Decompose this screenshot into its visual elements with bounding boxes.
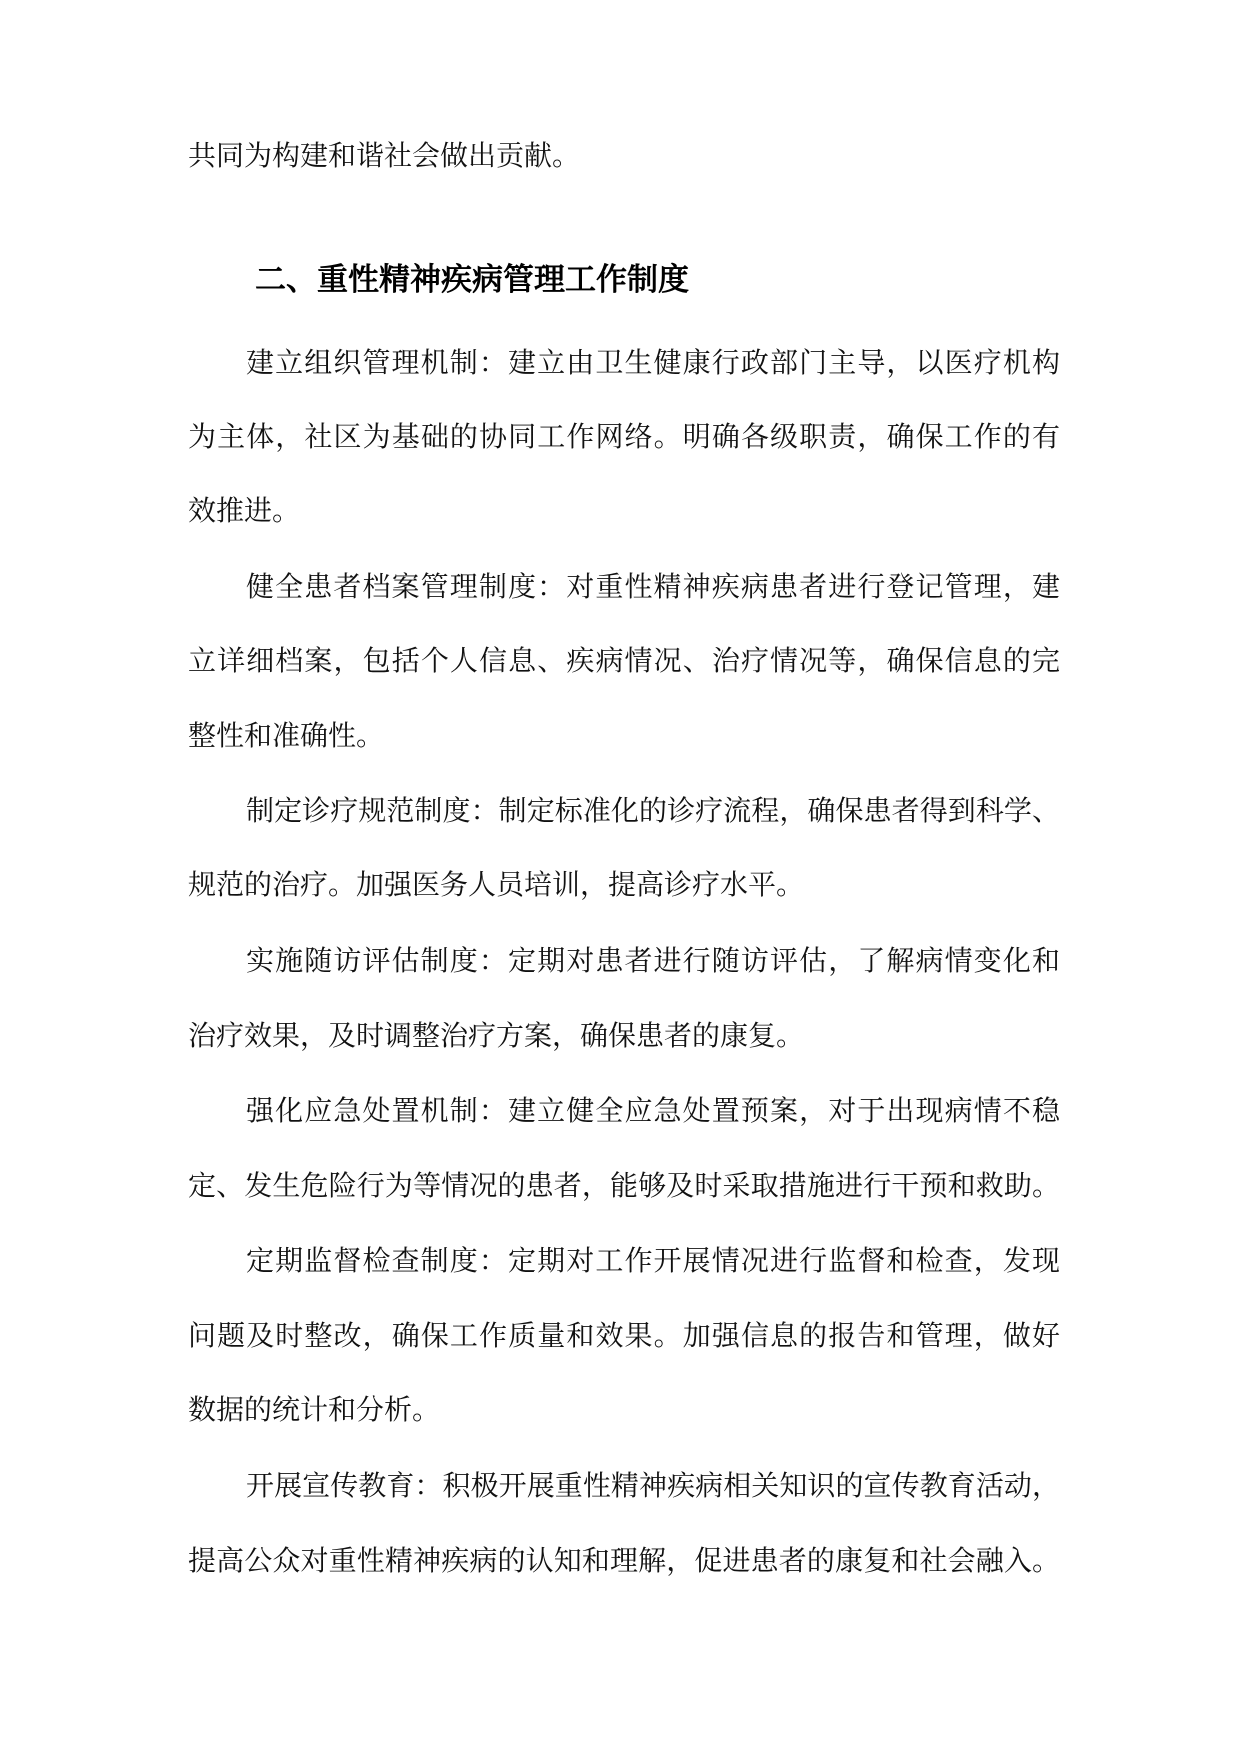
paragraph-line: 规范的治疗。加强医务人员培训，提高诊疗水平。 xyxy=(188,868,805,901)
section-heading: 二、重性精神疾病管理工作制度 xyxy=(255,262,689,298)
paragraph-line: 问题及时整改，确保工作质量和效果。加强信息的报告和管理，做好 xyxy=(188,1319,1060,1352)
paragraph-line: 定期监督检查制度：定期对工作开展情况进行监督和检查，发现 xyxy=(246,1244,1060,1277)
paragraph-line: 建立组织管理机制：建立由卫生健康行政部门主导，以医疗机构 xyxy=(246,346,1060,379)
paragraph-line: 开展宣传教育：积极开展重性精神疾病相关知识的宣传教育活动， xyxy=(246,1469,1060,1502)
paragraph-line: 整性和准确性。 xyxy=(188,719,385,752)
paragraph-line: 实施随访评估制度：定期对患者进行随访评估，了解病情变化和 xyxy=(246,944,1060,977)
paragraph-line: 制定诊疗规范制度：制定标准化的诊疗流程，确保患者得到科学、 xyxy=(246,794,1060,827)
paragraph-line: 为主体，社区为基础的协同工作网络。明确各级职责，确保工作的有 xyxy=(188,420,1060,453)
paragraph-line: 健全患者档案管理制度：对重性精神疾病患者进行登记管理，建 xyxy=(246,570,1060,603)
paragraph-line: 提高公众对重性精神疾病的认知和理解，促进患者的康复和社会融入。 xyxy=(188,1544,1060,1577)
paragraph-line: 定、发生危险行为等情况的患者，能够及时采取措施进行干预和救助。 xyxy=(188,1169,1060,1202)
paragraph-line: 立详细档案，包括个人信息、疾病情况、治疗情况等，确保信息的完 xyxy=(188,644,1060,677)
paragraph-line: 效推进。 xyxy=(188,494,301,527)
intro-line: 共同为构建和谐社会做出贡献。 xyxy=(188,139,581,172)
paragraph-line: 治疗效果，及时调整治疗方案，确保患者的康复。 xyxy=(188,1019,805,1052)
paragraph-line: 数据的统计和分析。 xyxy=(188,1393,441,1426)
paragraph-line: 强化应急处置机制：建立健全应急处置预案，对于出现病情不稳 xyxy=(246,1094,1060,1127)
